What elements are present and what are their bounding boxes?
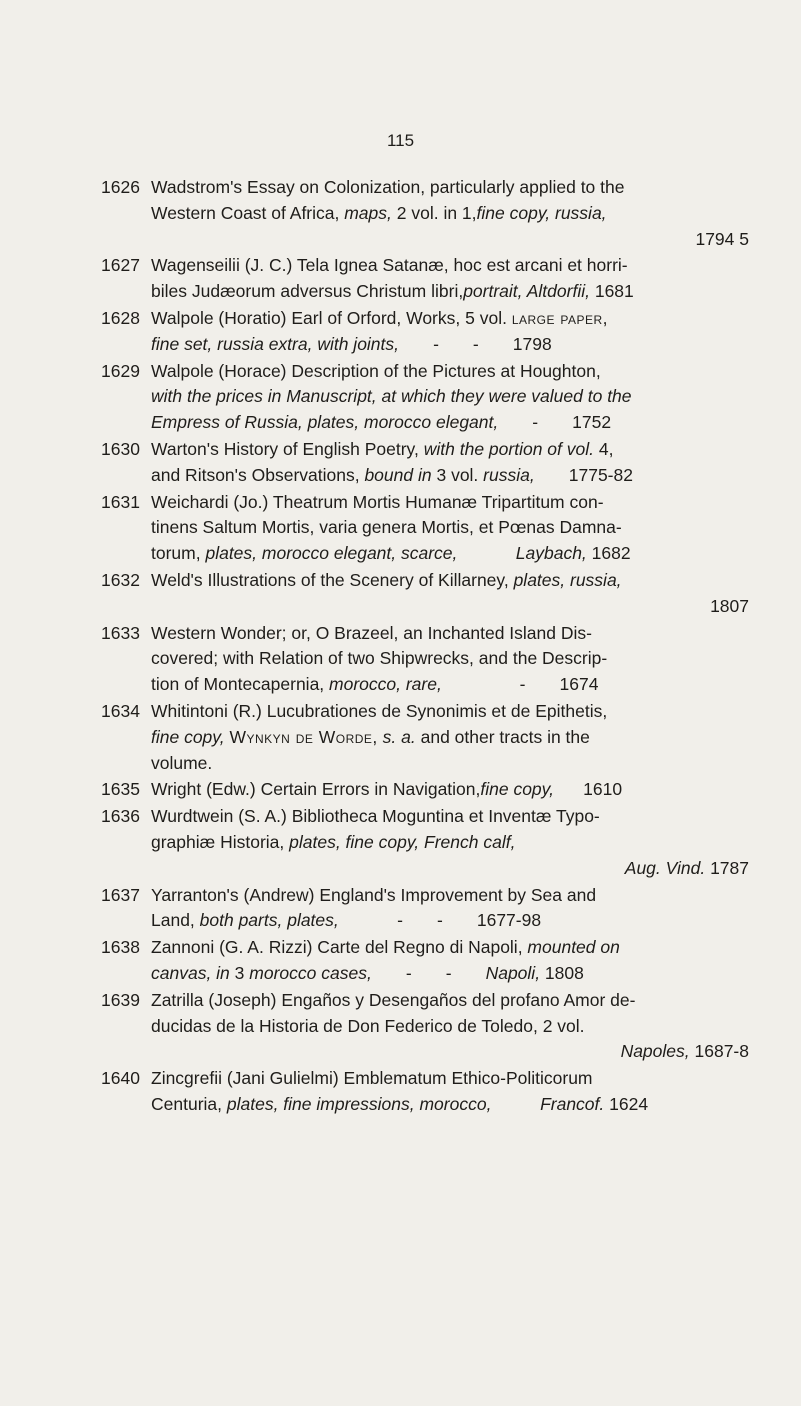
entry-text: 1775-82 [534, 464, 633, 485]
catalogue-entry [0, 621, 801, 698]
entry-text: and other tracts in the [415, 726, 590, 747]
entry-text: Yarranton's (Andrew) England's Improvement by Sea and [151, 884, 597, 905]
catalogue-entry [0, 175, 801, 252]
entry-line [151, 463, 751, 489]
entry-line [151, 883, 751, 909]
italic-text: plates, morocco elegant, scarce, [205, 543, 458, 564]
entry-text: Centuria, [151, 1093, 227, 1114]
entry-description [151, 359, 751, 436]
entry-line [151, 988, 751, 1014]
entry-text: 1808 [540, 962, 584, 983]
italic-text: morocco cases, [249, 962, 372, 983]
entry-text: - - 1677-98 [338, 910, 542, 931]
entry-line [151, 253, 751, 279]
italic-text: Aug. Vind. [624, 857, 706, 878]
catalogue-entry [0, 253, 801, 305]
entry-text: 1794 5 [695, 228, 749, 249]
entry-text: Western Wonder; or, O Brazeel, an Inchanted Island Dis- [151, 622, 592, 643]
entry-text: - 1752 [498, 412, 612, 433]
entry-text: Zatrilla (Joseph) Engaños y Desengaños del profano Amor de- [151, 989, 636, 1010]
entry-line [151, 1014, 751, 1040]
entry-line [151, 725, 751, 751]
italic-text: canvas, in [151, 962, 230, 983]
entry-text: 3 [229, 962, 250, 983]
lot-number: 1632 [101, 569, 140, 590]
entry-text: Warton's History of English Poetry, [151, 438, 424, 459]
entry-description [151, 568, 751, 620]
catalogue-entry [0, 988, 801, 1065]
entry-description [151, 804, 751, 881]
italic-text: Empress of Russia, plates, morocco elegant, [151, 412, 499, 433]
italic-text: morocco, rare, [329, 674, 442, 695]
catalogue-entry [0, 437, 801, 489]
entry-description [151, 253, 751, 305]
lot-number: 1630 [101, 438, 140, 459]
entry-text: 1682 [586, 543, 631, 564]
italic-text: russia, [483, 464, 535, 485]
entry-line [151, 804, 751, 830]
lot-number: 1628 [101, 307, 140, 328]
entry-line [151, 908, 751, 934]
entry-text: - - 1798 [399, 333, 552, 354]
entry-description [151, 1066, 751, 1118]
entry-text: Whitintoni (R.) Lucubrationes de Synonimis et de Epithetis, [151, 700, 608, 721]
italic-text: with the prices in Manuscript, at which they were valued to the [151, 386, 632, 407]
entry-text: biles Judæorum adversus Christum libri, [151, 281, 464, 302]
lot-number: 1636 [101, 806, 140, 827]
italic-text: mounted on [527, 937, 620, 958]
entry-line [151, 541, 751, 567]
entry-text: 1807 [710, 595, 749, 616]
entry-line [151, 621, 751, 647]
italic-text: s. a. [382, 726, 416, 747]
entry-text: Wagenseilii (J. C.) Tela Ignea Satanæ, hoc est arcani et horri- [151, 255, 628, 276]
italic-text: Laybach, [515, 543, 587, 564]
entry-text: Wright (Edw.) Certain Errors in Navigation, [151, 779, 481, 800]
entry-line [151, 1066, 751, 1092]
entry-line [151, 568, 751, 594]
entry-text: Walpole (Horace) Description of the Pictures at Houghton, [151, 360, 601, 381]
italic-text: Napoles, [620, 1041, 690, 1062]
catalogue-entry [0, 804, 801, 881]
entry-description [151, 490, 751, 567]
lot-number: 1634 [101, 700, 140, 721]
entry-description [151, 621, 751, 698]
catalogue-entry [0, 699, 801, 776]
entry-text: 1610 [553, 779, 623, 800]
catalogue-entry [0, 1066, 801, 1118]
entry-text: 1687-8 [689, 1041, 749, 1062]
entry-text: Weichardi (Jo.) Theatrum Mortis Humanæ Tripartitum con- [151, 491, 604, 512]
italic-text: maps, [344, 202, 392, 223]
lot-number: 1635 [101, 779, 140, 800]
entry-line [151, 777, 751, 803]
entry-text: 1624 [604, 1093, 649, 1114]
entry-line [151, 1092, 751, 1118]
lot-number: 1638 [101, 937, 140, 958]
entry-text: 3 vol. [431, 464, 484, 485]
entry-text: 2 vol. in 1, [391, 202, 477, 223]
entry-line [151, 1039, 751, 1065]
italic-text: bound in [364, 464, 432, 485]
entry-line [151, 175, 751, 201]
lot-number: 1631 [101, 491, 140, 512]
entry-line [151, 699, 751, 725]
lot-number: 1629 [101, 360, 140, 381]
catalogue-entry [0, 935, 801, 987]
entry-text: graphiæ Historia, [151, 831, 290, 852]
entry-text: Land, [151, 910, 200, 931]
entry-text: Walpole (Horatio) Earl of Orford, Works, 5 vol. [151, 307, 512, 328]
italic-text: fine copy, [480, 779, 554, 800]
entry-text: ducidas de la Historia de Don Federico de Toledo, 2 vol. [151, 1015, 585, 1036]
catalogue-entry [0, 883, 801, 935]
entry-text: volume. [151, 752, 213, 773]
entry-text: torum, [151, 543, 206, 564]
entry-line [151, 201, 751, 227]
small-caps-text: large paper, [511, 307, 609, 328]
catalogue-entry [0, 359, 801, 436]
entry-line [151, 384, 751, 410]
entry-description [151, 988, 751, 1065]
entry-text: tinens Saltum Mortis, varia genera Mortis, et Pœnas Damna- [151, 517, 622, 538]
entry-description [151, 699, 751, 776]
italic-text: Napoli, [485, 962, 541, 983]
entry-text: - - [371, 962, 486, 983]
lot-number: 1637 [101, 884, 140, 905]
italic-text: Francof. [540, 1093, 605, 1114]
entry-text [457, 543, 515, 563]
catalogue-entry [0, 306, 801, 358]
small-caps-text: Wynkyn de Worde, [229, 726, 378, 747]
italic-text: plates, fine impressions, morocco, [226, 1093, 492, 1114]
entry-description [151, 883, 751, 935]
italic-text: fine copy, russia, [476, 202, 607, 223]
entry-line [151, 515, 751, 541]
entry-line [151, 227, 751, 253]
entry-description [151, 437, 751, 489]
lot-number: 1640 [101, 1068, 140, 1089]
entry-line [151, 935, 751, 961]
lot-number: 1626 [101, 177, 140, 197]
entry-text: 4, [593, 438, 614, 459]
entry-text: Zannoni (G. A. Rizzi) Carte del Regno di Napoli, [151, 937, 528, 958]
italic-text: portrait, Altdorfii, [463, 281, 590, 302]
entry-line [151, 332, 751, 358]
entry-line [151, 594, 751, 620]
italic-text: plates, fine copy, French calf, [289, 831, 516, 852]
entry-text [491, 1094, 540, 1114]
italic-text: fine set, russia extra, with joints, [151, 333, 400, 354]
entry-line [151, 279, 751, 305]
entry-line [151, 856, 751, 882]
entry-line [151, 306, 751, 332]
italic-text: with the portion of vol. [423, 438, 594, 459]
entry-text: 1787 [705, 857, 749, 878]
catalogue-entry [0, 777, 801, 803]
entry-description [151, 777, 751, 803]
catalogue-entry [0, 568, 801, 620]
entry-text: covered; with Relation of two Shipwrecks, and the Descrip- [151, 648, 608, 669]
entry-text: Western Coast of Africa, [151, 202, 345, 223]
entry-line [151, 437, 751, 463]
entry-line [151, 672, 751, 698]
entry-text: tion of Montecapernia, [151, 674, 330, 695]
italic-text: fine copy, [151, 726, 225, 747]
entry-text: Wurdtwein (S. A.) Bibliotheca Moguntina et Inventæ Typo- [151, 806, 600, 827]
italic-text: plates, russia, [513, 569, 622, 590]
italic-text: both parts, plates, [199, 910, 339, 931]
entry-line [151, 751, 751, 777]
entry-line [151, 410, 751, 436]
page-number: 115 [386, 131, 415, 150]
entry-line [151, 490, 751, 516]
entry-text: 1681 [589, 281, 634, 302]
entry-line [151, 359, 751, 385]
entry-line [151, 961, 751, 987]
entry-line [151, 830, 751, 856]
entry-list [0, 175, 801, 1119]
entry-text: and Ritson's Observations, [151, 464, 365, 485]
catalogue-entry [0, 490, 801, 567]
entry-text: Weld's Illustrations of the Scenery of Killarney, [151, 569, 514, 590]
entry-description [151, 935, 751, 987]
lot-number: 1627 [101, 255, 140, 276]
lot-number: 1639 [101, 989, 140, 1010]
entry-text: Wadstrom's Essay on Colonization, particularly applied to the [151, 177, 625, 197]
entry-description [151, 306, 751, 358]
lot-number: 1633 [101, 622, 140, 643]
entry-line [151, 646, 751, 672]
entry-text: - 1674 [441, 674, 599, 695]
entry-text: Zincgrefii (Jani Gulielmi) Emblematum Ethico-Politicorum [151, 1068, 593, 1089]
entry-description [151, 175, 751, 252]
